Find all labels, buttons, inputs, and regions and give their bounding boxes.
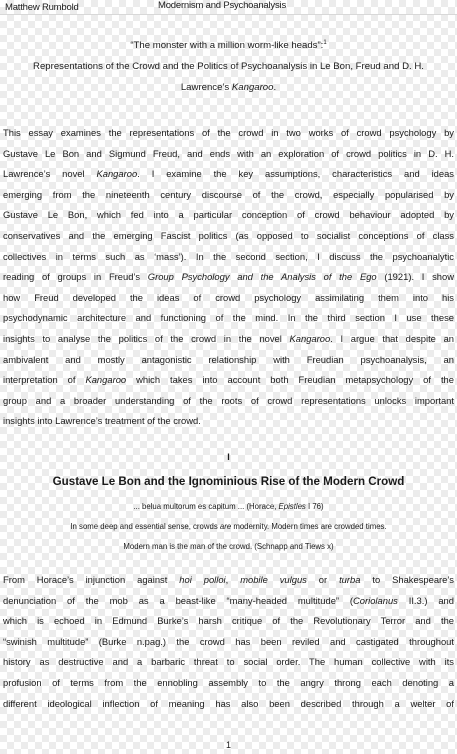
intro-line (3, 350, 454, 371)
text-segment: interpretation of (3, 374, 86, 386)
italic-text: turba (339, 574, 361, 585)
italic-text: mobile vulgus (240, 574, 307, 585)
title-quote: “The monster with a million worm-like heads”: (130, 40, 324, 51)
italic-text: hoi polloi (179, 574, 226, 585)
intro-line (3, 411, 454, 432)
text-segment: . I examine the key assumptions, characteristics and ideas (137, 168, 454, 180)
text-segment: Gustave Le Bon and Sigmund Freud, and ends with an exploration of crowd politics in D. H. (3, 147, 454, 159)
text-segment: II.3.) and (397, 594, 454, 606)
epigraph-line (0, 517, 457, 537)
section-heading: Gustave Le Bon and the Ignominious Rise of the Modern Crowd (52, 475, 405, 488)
text-segment: emerging from the nineteenth century discourse of the crowd, especially popularised by (3, 188, 454, 200)
text-segment: which is echoed in Edmund Burke’s harsh critique of the Revolutionary Terror and the (3, 615, 454, 627)
text-segment: history as destructive and a barbaric threat to social order. The human collective with its (3, 656, 454, 668)
italic-text: Kangaroo (85, 374, 127, 386)
intro-line (3, 267, 454, 288)
text-segment: insights into Lawrence’s treatment of the crowd. (3, 415, 201, 427)
intro-line (3, 329, 454, 350)
text-segment: profusion of terms from the ennobling assembly to the angry throng each denoting a (3, 676, 454, 688)
text-segment: I 76) (305, 502, 324, 511)
text-segment: . I argue that despite an (330, 332, 454, 344)
intro-line (3, 226, 454, 247)
intro-line (3, 391, 454, 412)
title-italic-work: Kangaroo (231, 82, 274, 93)
body-line (3, 632, 454, 653)
body-paragraph (3, 570, 454, 714)
text-segment: Modern man is the man of the crowd. (Schnapp and Tiews x) (123, 542, 334, 551)
body-line (3, 694, 454, 715)
title-subtitle-line: Representations of the Crowd and the Politics of Psychoanalysis in Le Bon, Freud and D. H. (33, 61, 424, 72)
body-line (3, 611, 454, 632)
text-segment: This essay examines the representations of the crowd in two works of crowd psychology by (3, 127, 454, 138)
text-segment: ... belua multorum es capitum ... (Horace, (133, 502, 279, 511)
epigraph (0, 497, 457, 557)
text-segment: In some deep and essential sense, crowds (70, 522, 220, 531)
text-segment: (1921). I show (376, 271, 454, 283)
text-segment: which takes into account both Freudian metapsychology of the (126, 374, 454, 386)
page-number: 1 (225, 740, 231, 750)
text-segment: “swinish multitude” (Burke n.pag.) the crowd has been reviled and castigated throughout (3, 635, 454, 647)
text-segment: or (306, 574, 340, 585)
text-segment: From Horace’s injunction against (3, 574, 180, 585)
essay-title (0, 35, 457, 98)
title-quote-line (0, 35, 457, 56)
text-segment: to Shakespeare’s (360, 574, 454, 585)
intro-line (3, 144, 454, 165)
italic-text: Coriolanus (353, 594, 398, 606)
intro-line (3, 370, 454, 391)
header-author: Matthew Rumbold (5, 2, 79, 13)
section-number: I (227, 452, 230, 462)
text-segment: modernity. Modern times are crowded times. (231, 522, 387, 531)
intro-line (3, 164, 454, 185)
header-course-title: Modernism and Psychoanalysis (158, 0, 286, 11)
text-segment: how Freud developed the ideas of crowd psychology assimilating them into his (3, 291, 454, 303)
intro-line (3, 205, 454, 226)
text-segment: collectives in terms such as ‘mass’). In the second section, I discuss the psychoanalytic (3, 250, 454, 262)
text-segment: denunciation of the mob as a beast-like “many-headed multitude” ( (3, 594, 354, 606)
body-line (3, 652, 454, 673)
text-segment: group and a broader understanding of the roots of crowd representations unlocks important (3, 394, 454, 406)
text-segment: , (225, 574, 241, 585)
intro-line (3, 288, 454, 309)
epigraph-line (0, 497, 457, 517)
title-prefix: Lawrence’s (180, 82, 232, 93)
text-segment: reading of groups in Freud’s (3, 271, 148, 283)
text-segment: psychodynamic architecture and functioning of the mind. In the third section I use these (3, 312, 454, 324)
text-segment: Lawrence’s novel (3, 168, 97, 180)
intro-line (3, 185, 454, 206)
intro-line (3, 123, 454, 144)
footnote-marker[interactable]: 1 (323, 39, 327, 46)
title-suffix: . (273, 82, 277, 93)
body-line (3, 591, 454, 612)
body-line (3, 673, 454, 694)
italic-text: are (219, 522, 232, 531)
text-segment: insights to analyse the politics of the crowd in the novel (3, 332, 290, 344)
intro-line (3, 247, 454, 268)
intro-paragraph (3, 123, 454, 432)
italic-text: Group Psychology and the Analysis of the Ego (147, 271, 377, 283)
title-subtitle-end (0, 77, 457, 98)
header-divider (0, 14, 457, 15)
italic-text: Epistles (278, 502, 306, 511)
text-segment: ambivalent and mostly antagonistic relationship with Freudian psychoanalysis, an (3, 353, 454, 365)
intro-line (3, 308, 454, 329)
text-segment: conservatives and the emerging Fascist politics (as opposed to socialist conceptions of class (3, 229, 454, 241)
text-segment: different ideological inflection of meaning has also been described through a welter of (3, 697, 454, 709)
epigraph-line (0, 537, 457, 557)
italic-text: Kangaroo (289, 332, 331, 344)
italic-text: Kangaroo (96, 168, 138, 180)
text-segment: Gustave Le Bon, which fed into a particular conception of crowd behaviour adopted by (3, 209, 454, 221)
body-line (3, 570, 454, 591)
